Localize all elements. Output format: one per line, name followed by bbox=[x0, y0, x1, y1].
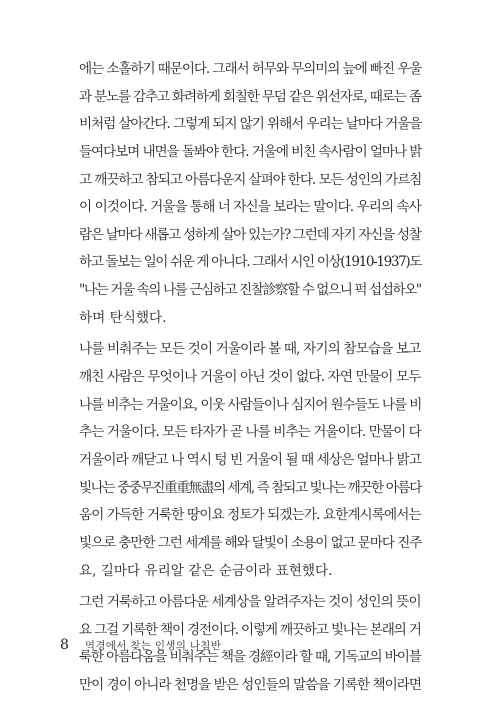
text-line: 깨친 사람은 무엇이나 거울이 아닌 것이 없다. 자연 만물이 모두 bbox=[79, 369, 421, 386]
text-line: 하고 돌보는 일이 쉬운 게 아니다. 그래서 시인 이상(1910-1937)도 bbox=[79, 254, 422, 271]
text-line: 나를 비춰주는 모든 것이 거울이라 볼 때, 자기의 참모습을 보고 bbox=[79, 341, 421, 358]
text-line: 만이 경이 아니라 천명을 받은 성인들의 말씀을 기록한 책이라면 bbox=[79, 677, 421, 694]
text-line: 추는 거울이다. 모든 타자가 곧 나를 비추는 거울이다. 만물이 다 bbox=[79, 424, 421, 441]
text-line: 빛으로 충만한 그런 세계를 해와 달빛이 소용이 없고 문마다 진주 bbox=[79, 534, 422, 551]
text-line: "나는 거울 속의 나를 근심하고 진찰診察할 수 없으니 퍽 섭섭하오" bbox=[79, 282, 421, 299]
text-line: 움이 가득한 거룩한 땅이요 정토가 되겠는가. 요한계시록에서는 bbox=[79, 507, 421, 524]
text-line: 나를 비추는 거울이요, 이웃 사람들이나 심지어 원수들도 나를 비 bbox=[79, 396, 422, 413]
text-line: 요, 길마다 유리알 같은 순금이라 표현했다. bbox=[79, 562, 333, 579]
text-line: 빛나는 중중무진重重無盡의 세계, 즉 참되고 빛나는 깨끗한 아름다 bbox=[79, 479, 421, 496]
text-line: 그런 거룩하고 아름다운 세계상을 알려주자는 것이 성인의 뜻이 bbox=[79, 594, 421, 611]
text-line: 하며 탄식했다. bbox=[79, 309, 167, 326]
paragraph bbox=[79, 336, 421, 585]
text-line: 에는 소홀하기 때문이다. 그래서 허무와 무의미의 늪에 빠진 우울 bbox=[79, 61, 422, 77]
body-text bbox=[79, 56, 421, 700]
text-line: 요 그걸 기록한 책이 경전이다. 이렇게 깨끗하고 빛나는 본래의 거 bbox=[79, 621, 421, 638]
paragraph-list bbox=[79, 56, 421, 700]
text-line: 과 분노를 감추고 화려하게 회칠한 무덤 같은 위선자로, 때로는 좀 bbox=[79, 88, 421, 105]
text-line: 비처럼 살아간다. 그렇게 되지 않기 위해서 우리는 날마다 거울을 bbox=[79, 116, 422, 133]
text-line: 고 깨끗하고 참되고 아름다운지 살펴야 한다. 모든 성인의 가르침 bbox=[79, 171, 422, 188]
text-line: 거울이라 깨닫고 나 역시 텅 빈 거울이 될 때 세상은 얼마나 밝고 bbox=[79, 451, 421, 468]
paragraph bbox=[79, 56, 421, 332]
page-number: 8 bbox=[60, 637, 69, 653]
text-line: 이 이것이다. 거울을 통해 너 자신을 보라는 말이다. 우리의 속사 bbox=[79, 199, 421, 216]
text-line: 람은 날마다 새롭고 성하게 살아 있는가? 그런데 자기 자신을 성찰 bbox=[79, 226, 421, 243]
page-footer bbox=[60, 637, 221, 653]
text-line: 들여다보며 내면을 돌봐야 한다. 거울에 비친 속사람이 얼마나 밝 bbox=[79, 143, 422, 160]
running-title: 역경에서 찾는 인생의 나침반 bbox=[84, 640, 222, 652]
text-line: 룩한 아름다움을 비춰주는 책을 경經이라 할 때, 기독교의 바이블 bbox=[79, 649, 421, 666]
